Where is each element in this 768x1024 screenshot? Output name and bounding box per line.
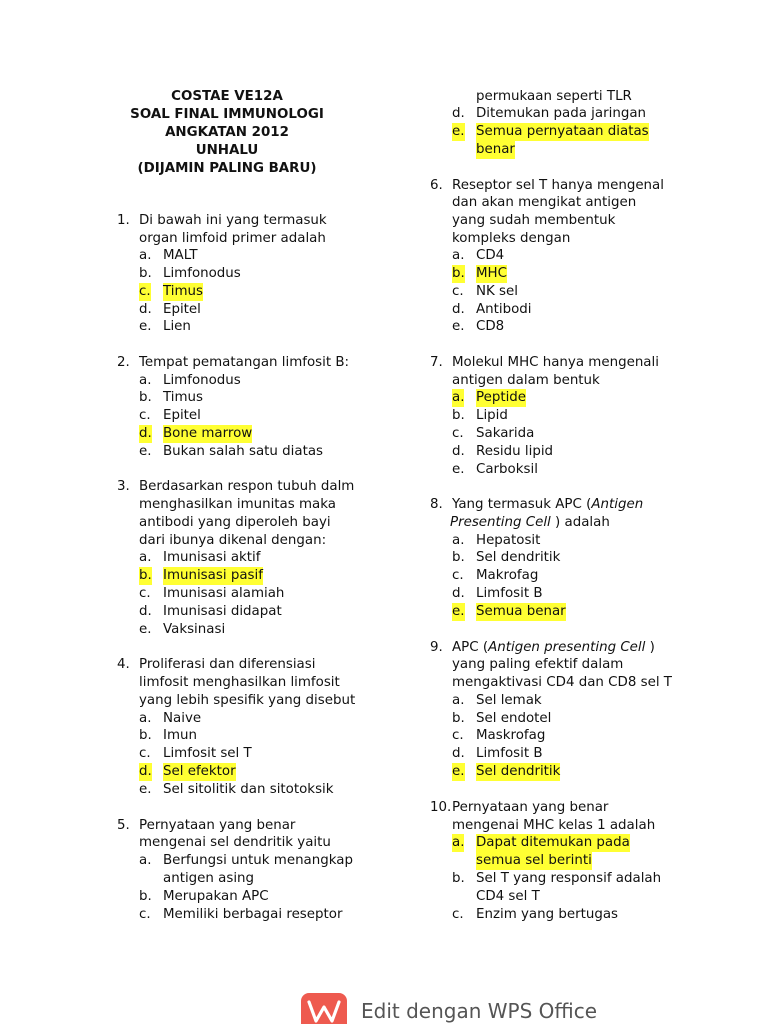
doc-title-line1: COSTAE VE12A xyxy=(171,89,283,104)
wps-edit-banner[interactable] xyxy=(301,993,601,1024)
doc-title-line3: ANGKATAN 2012 xyxy=(165,125,289,140)
doc-title-line2: SOAL FINAL IMMUNOLOGI xyxy=(130,107,324,122)
doc-title-line4: UNHALU xyxy=(195,143,259,158)
doc-title-line5: (DIJAMIN PALING BARU) xyxy=(137,161,317,176)
wps-edit-label[interactable]: Edit dengan WPS Office xyxy=(361,999,598,1023)
wps-logo-icon xyxy=(301,993,347,1024)
